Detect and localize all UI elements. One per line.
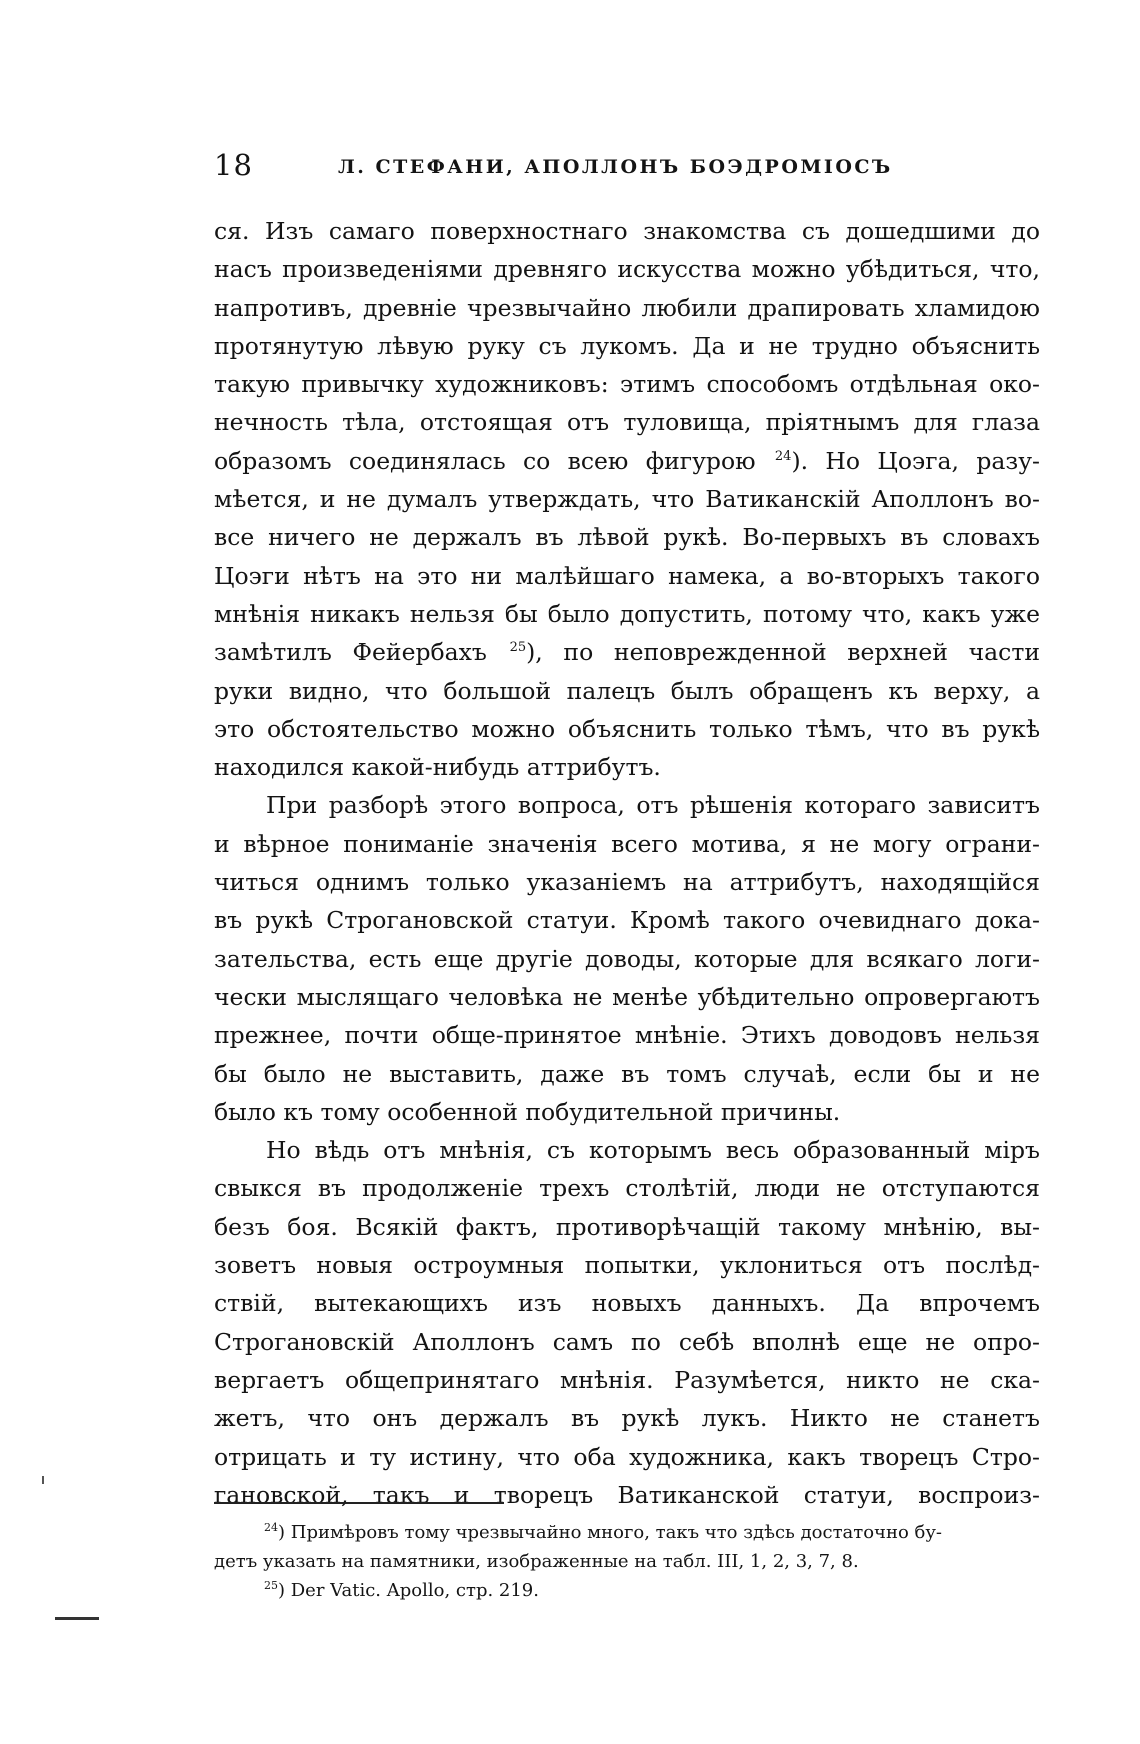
footnote-text: ) Примѣровъ тому чрезвычайно много, такъ что здѣсь достаточно бу- — [278, 1522, 943, 1543]
text-line: и вѣрное пониманіе значенія всего мотива, я не могу ограни- — [214, 829, 1040, 858]
paragraph-3 — [214, 1131, 1040, 1514]
text-line: зоветъ новыя остроумныя попытки, уклониться отъ послѣд- — [214, 1251, 1040, 1280]
text-line: гановской, такъ и творецъ Ватиканской статуи, воспроиз- — [214, 1480, 1040, 1509]
footnote-marker: 24 — [264, 1521, 278, 1534]
text-line: Но вѣдь отъ мнѣнія, съ которымъ весь образованный міръ — [266, 1136, 1040, 1165]
footnote-text: ) Der Vatic. Apollo, стр. 219. — [278, 1580, 539, 1601]
footnotes — [214, 1518, 1040, 1605]
text-line: нечность тѣла, отстоящая отъ туловища, пріятнымъ для глаза — [214, 408, 1040, 437]
text-line: вергаетъ общепринятаго мнѣнія. Разумѣется, никто не ска- — [214, 1365, 1040, 1394]
text-line: такую привычку художниковъ: этимъ способомъ отдѣльная око- — [214, 370, 1040, 399]
margin-speck — [42, 1476, 44, 1484]
text-line: находился какой-нибудь аттрибутъ. — [214, 753, 661, 782]
text-line: руки видно, что большой палецъ былъ обращенъ къ верху, а — [214, 676, 1040, 705]
text-line: Цоэги нѣтъ на это ни малѣйшаго намека, а во-вторыхъ такого — [214, 561, 1040, 590]
footnote-text: детъ указать на памятники, изображенные на табл. III, 1, 2, 3, 7, 8. — [214, 1551, 859, 1572]
text-line-with-ref — [214, 633, 1040, 671]
text-line: зательства, есть еще другіе доводы, которые для всякаго логи- — [214, 944, 1040, 973]
text-line: напротивъ, древніе чрезвычайно любили драпировать хламидою — [214, 293, 1040, 322]
paragraph-1 — [214, 212, 1040, 786]
text-line: чески мыслящаго человѣка не менѣе убѣдительно опровергаютъ — [214, 982, 1040, 1011]
text-line: ся. Изъ самаго поверхностнаго знакомства съ дошедшими до — [214, 217, 1040, 245]
text-line: бы было не выставить, даже въ томъ случаѣ, если бы и не — [214, 1059, 1040, 1088]
footnote-ref-24: 24 — [774, 448, 792, 464]
page-number: 18 — [214, 148, 253, 182]
footnote-marker: 25 — [264, 1579, 278, 1592]
text-line: насъ произведеніями древняго искусства можно убѣдиться, что, — [214, 255, 1040, 284]
footnote-25 — [214, 1576, 1040, 1605]
text-line: жетъ, что онъ держалъ въ рукѣ лукъ. Никто не станетъ — [214, 1404, 1040, 1433]
text-line: отрицать и ту истину, что оба художника, какъ творецъ Стро- — [214, 1442, 1040, 1471]
text-line: это обстоятельство можно объяснить только тѣмъ, что въ рукѣ — [214, 714, 1040, 743]
text-line: протянутую лѣвую руку съ лукомъ. Да и не трудно объяснить — [214, 331, 1040, 360]
text-line: безъ боя. Всякій фактъ, противорѣчащій такому мнѣнію, вы- — [214, 1212, 1040, 1241]
footnote-divider — [214, 1502, 504, 1504]
text-line: прежнее, почти обще-принятое мнѣніе. Этихъ доводовъ нельзя — [214, 1021, 1040, 1050]
text-line: При разборѣ этого вопроса, отъ рѣшенія котораго зависитъ — [266, 791, 1040, 820]
text-fragment: ). Но Цоэга, разу- — [791, 446, 1040, 475]
footnote-24-continued — [214, 1547, 1040, 1576]
text-line: свыкся въ продолженіе трехъ столѣтій, люди не отступаются — [214, 1174, 1040, 1203]
footnote-ref-25: 25 — [509, 640, 527, 656]
main-text — [214, 212, 1040, 1514]
text-line: мѣется, и не думалъ утверждать, что Ватиканскій Аполлонъ во- — [214, 485, 1040, 514]
text-line: читься однимъ только указаніемъ на аттрибутъ, находящійся — [214, 868, 1040, 897]
text-line: было къ тому особенной побудительной причины. — [214, 1097, 841, 1126]
text-line: ствій, вытекающихъ изъ новыхъ данныхъ. Да впрочемъ — [214, 1289, 1040, 1318]
running-title: Л. СТЕФАНИ, АПОЛЛОНЪ БОЭДРОМІОСЪ — [338, 156, 893, 178]
text-fragment: образомъ соединялась со всею фигурою — [214, 446, 756, 475]
text-line-with-ref — [214, 442, 1040, 480]
page-header — [214, 148, 1054, 188]
text-line: все ничего не держалъ въ лѣвой рукѣ. Во-первыхъ въ словахъ — [214, 523, 1040, 552]
text-line: мнѣнія никакъ нельзя бы было допустить, потому что, какъ уже — [214, 599, 1040, 628]
paragraph-2 — [214, 786, 1040, 1131]
footnote-24 — [214, 1518, 1040, 1547]
margin-mark — [55, 1617, 99, 1620]
text-fragment: ), по неповрежденной верхней части — [526, 638, 1040, 667]
text-fragment: замѣтилъ Фейербахъ — [214, 638, 487, 667]
text-line: въ рукѣ Строгановской статуи. Кромѣ такого очевиднаго дока- — [214, 906, 1040, 935]
text-line: Строгановскій Аполлонъ самъ по себѣ вполнѣ еще не опро- — [214, 1327, 1040, 1356]
